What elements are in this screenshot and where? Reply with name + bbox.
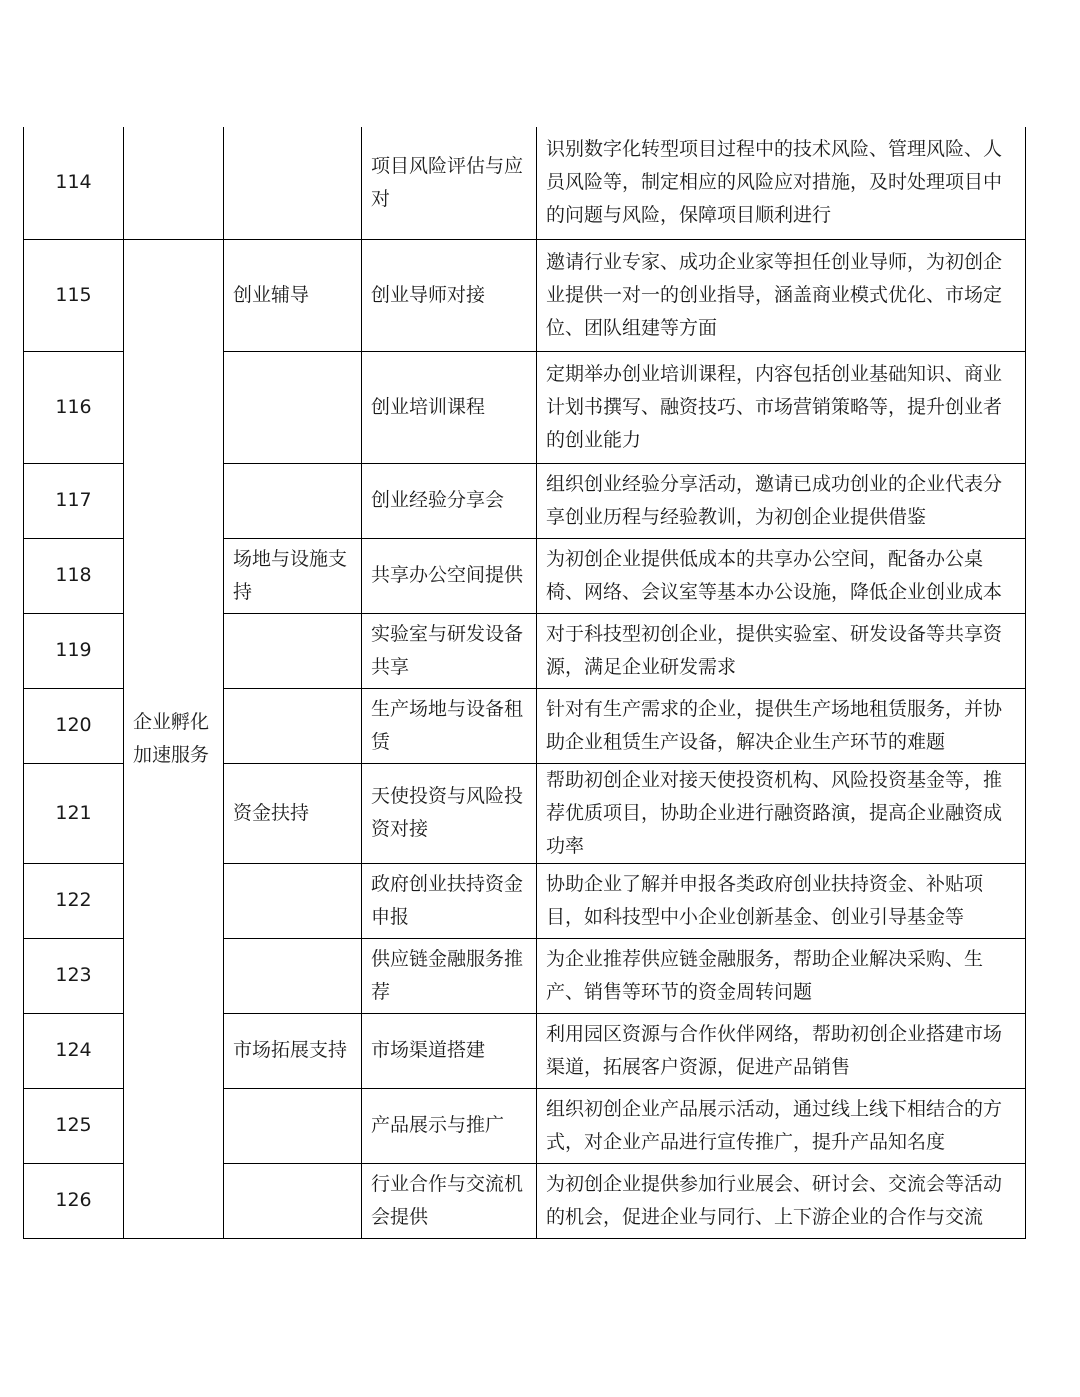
category-cell: 资金扶持 xyxy=(224,763,362,863)
description-cell: 识别数字化转型项目过程中的技术风险、管理风险、人员风险等，制定相应的风险应对措施，及时处理项目中的问题与风险，保障项目顺利进行 xyxy=(537,127,1026,239)
row-number: 116 xyxy=(24,351,124,463)
row-number: 117 xyxy=(24,463,124,538)
category-cell xyxy=(224,863,362,938)
item-cell: 供应链金融服务推荐 xyxy=(362,938,537,1013)
category-cell: 市场拓展支持 xyxy=(224,1013,362,1088)
description-cell: 为初创企业提供参加行业展会、研讨会、交流会等活动的机会，促进企业与同行、上下游企业的合作与交流 xyxy=(537,1163,1026,1238)
description-cell: 针对有生产需求的企业，提供生产场地租赁服务，并协助企业租赁生产设备，解决企业生产环节的难题 xyxy=(537,688,1026,763)
row-number: 122 xyxy=(24,863,124,938)
category-cell xyxy=(224,463,362,538)
item-cell: 创业导师对接 xyxy=(362,239,537,351)
category-cell xyxy=(224,938,362,1013)
row-number: 125 xyxy=(24,1088,124,1163)
item-cell: 政府创业扶持资金申报 xyxy=(362,863,537,938)
item-cell: 生产场地与设备租赁 xyxy=(362,688,537,763)
description-cell: 为企业推荐供应链金融服务，帮助企业解决采购、生产、销售等环节的资金周转问题 xyxy=(537,938,1026,1013)
description-cell: 利用园区资源与合作伙伴网络，帮助初创企业搭建市场渠道，拓展客户资源，促进产品销售 xyxy=(537,1013,1026,1088)
item-cell: 行业合作与交流机会提供 xyxy=(362,1163,537,1238)
category-cell: 创业辅导 xyxy=(224,239,362,351)
row-number: 121 xyxy=(24,763,124,863)
category-cell: 场地与设施支持 xyxy=(224,538,362,613)
row-number: 119 xyxy=(24,613,124,688)
category-cell xyxy=(224,688,362,763)
row-number: 123 xyxy=(24,938,124,1013)
description-cell: 帮助初创企业对接天使投资机构、风险投资基金等，推荐优质项目，协助企业进行融资路演，提高企业融资成功率 xyxy=(537,763,1026,863)
category-cell xyxy=(224,1163,362,1238)
group-label: 企业孵化加速服务 xyxy=(124,239,224,1238)
item-cell: 市场渠道搭建 xyxy=(362,1013,537,1088)
item-cell: 共享办公空间提供 xyxy=(362,538,537,613)
description-cell: 组织初创企业产品展示活动，通过线上线下相结合的方式，对企业产品进行宣传推广，提升产品知名度 xyxy=(537,1088,1026,1163)
category-cell xyxy=(224,351,362,463)
row-number: 126 xyxy=(24,1163,124,1238)
category-cell xyxy=(224,127,362,239)
group-cell xyxy=(124,127,224,239)
item-cell: 创业培训课程 xyxy=(362,351,537,463)
row-number: 118 xyxy=(24,538,124,613)
item-cell: 天使投资与风险投资对接 xyxy=(362,763,537,863)
row-number: 115 xyxy=(24,239,124,351)
description-cell: 定期举办创业培训课程，内容包括创业基础知识、商业计划书撰写、融资技巧、市场营销策略等，提升创业者的创业能力 xyxy=(537,351,1026,463)
item-cell: 项目风险评估与应对 xyxy=(362,127,537,239)
table-row xyxy=(24,239,1026,351)
category-cell xyxy=(224,613,362,688)
row-number: 120 xyxy=(24,688,124,763)
row-number: 124 xyxy=(24,1013,124,1088)
description-cell: 对于科技型初创企业，提供实验室、研发设备等共享资源，满足企业研发需求 xyxy=(537,613,1026,688)
item-cell: 实验室与研发设备共享 xyxy=(362,613,537,688)
table-row xyxy=(24,127,1026,239)
item-cell: 创业经验分享会 xyxy=(362,463,537,538)
description-cell: 为初创企业提供低成本的共享办公空间，配备办公桌椅、网络、会议室等基本办公设施，降低企业创业成本 xyxy=(537,538,1026,613)
row-number: 114 xyxy=(24,127,124,239)
service-table xyxy=(23,127,1026,1239)
description-cell: 邀请行业专家、成功企业家等担任创业导师，为初创企业提供一对一的创业指导，涵盖商业模式优化、市场定位、团队组建等方面 xyxy=(537,239,1026,351)
item-cell: 产品展示与推广 xyxy=(362,1088,537,1163)
description-cell: 协助企业了解并申报各类政府创业扶持资金、补贴项目，如科技型中小企业创新基金、创业引导基金等 xyxy=(537,863,1026,938)
category-cell xyxy=(224,1088,362,1163)
description-cell: 组织创业经验分享活动，邀请已成功创业的企业代表分享创业历程与经验教训，为初创企业提供借鉴 xyxy=(537,463,1026,538)
